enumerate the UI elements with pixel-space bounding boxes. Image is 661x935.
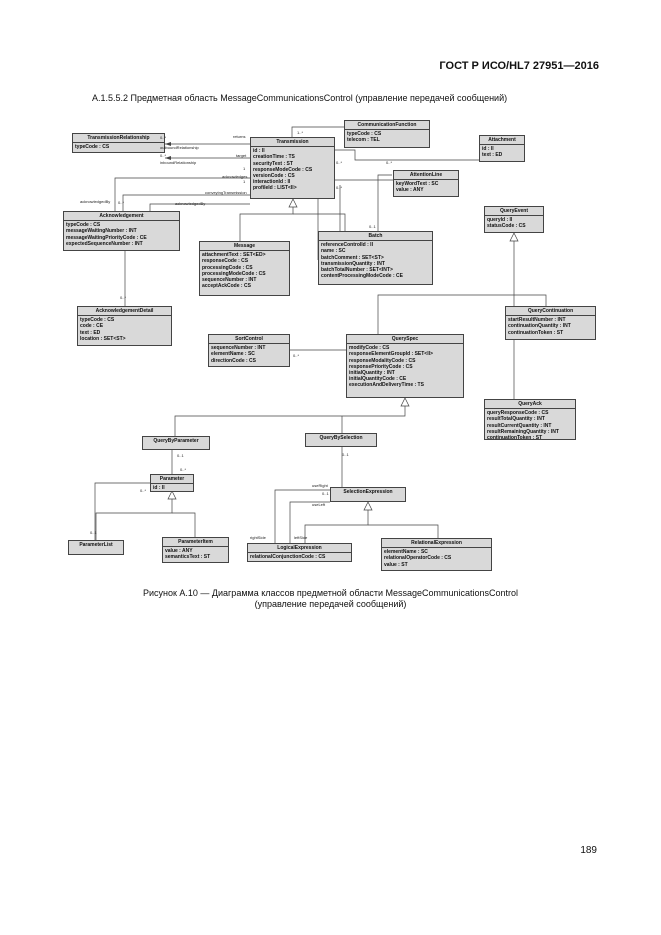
assoc-label: 0..*	[336, 185, 343, 190]
assoc-label: 1	[243, 166, 246, 171]
class-attr: resultCurrentQuantity : INT	[487, 422, 552, 429]
assoc-label: acknowledgedBy	[80, 199, 111, 204]
class-attr: responseElementGroupId : SET<II>	[349, 351, 433, 358]
class-attr: relationalOperatorCode : CS	[384, 555, 452, 562]
class-attr: relationalConjunctionCode : CS	[250, 554, 326, 561]
assoc-label: 0..*	[386, 160, 393, 165]
assoc-label: 0..1	[177, 453, 184, 458]
class-attr: interactionId : II	[253, 179, 291, 186]
class-name: Message	[200, 242, 289, 251]
class-attr: startResultNumber : INT	[508, 317, 566, 324]
class-attr: initialQuantityCode : CE	[349, 376, 407, 383]
class-attachment	[479, 135, 525, 162]
class-name: QueryAck	[485, 400, 575, 409]
class-attr: profileId : LIST<II>	[253, 185, 297, 192]
class-name: Attachment	[480, 136, 524, 145]
class-name: RelationalExpression	[382, 539, 491, 548]
class-query-spec	[346, 334, 464, 398]
class-attr: referenceControlId : II	[321, 242, 373, 249]
class-attr: initialQuantity : INT	[349, 370, 395, 377]
class-transmission	[250, 137, 335, 199]
class-attr: value : ST	[384, 561, 408, 568]
assoc-label: 0..1	[342, 452, 349, 457]
class-attr: transmissionQuantity : INT	[321, 260, 385, 267]
class-parameter-item	[162, 537, 229, 563]
class-attr: elementName : SC	[384, 549, 428, 556]
class-name: SortControl	[209, 335, 289, 344]
class-attr: continuationQuantity : INT	[508, 323, 571, 330]
class-parameter	[150, 474, 194, 492]
class-attr: value : ANY	[396, 187, 424, 194]
class-name: Acknowledgement	[64, 212, 179, 221]
figure-caption-line2: (управление передачей сообщений)	[254, 599, 407, 609]
assoc-label: 0..1	[369, 224, 376, 229]
assoc-label: leftSide	[294, 535, 308, 540]
assoc-label: 0..*	[140, 488, 147, 493]
class-name: TransmissionRelationship	[73, 134, 164, 143]
figure-caption-line1: Рисунок А.10 — Диаграмма классов предметной области MessageCommunicationsControl	[142, 588, 519, 598]
class-transmission-relationship	[72, 133, 165, 153]
class-attr: sequenceNumber : INT	[211, 345, 266, 352]
class-attr: elementName : SC	[211, 351, 255, 358]
assoc-label: 0..1	[90, 530, 97, 535]
class-name: CommunicationFunction	[345, 121, 429, 130]
class-attr: continuationToken : ST	[508, 329, 564, 336]
class-attr: processingCode : CS	[202, 264, 253, 271]
class-attr: contentProcessingModeCode : CE	[321, 273, 403, 280]
page-header: ГОСТ Р ИСО/HL7 27951—2016	[439, 60, 599, 72]
class-attr: keyWordText : SC	[396, 181, 439, 188]
assoc-label: rightSide	[250, 535, 266, 540]
assoc-label: 0..*	[336, 160, 343, 165]
assoc-label: useLeft	[312, 502, 326, 507]
class-name: QuerySpec	[347, 335, 463, 344]
class-attention-line	[393, 170, 459, 197]
class-attr: batchComment : SET<ST>	[321, 254, 384, 261]
assoc-label: 0..*	[160, 153, 167, 158]
class-attr: continuationToken : ST	[487, 435, 543, 442]
class-attr: code : CE	[80, 323, 104, 330]
class-attr: text : ED	[482, 152, 503, 159]
class-acknowledgement-detail	[77, 306, 172, 346]
class-name: QueryBySelection	[319, 435, 363, 441]
assoc-label: 0..*	[118, 200, 125, 205]
class-attr: resultTotalQuantity : INT	[487, 416, 545, 423]
class-attr: location : SET<ST>	[80, 335, 126, 342]
class-attr: processingModeCode : CS	[202, 270, 266, 277]
assoc-label: 1..*	[297, 130, 304, 135]
class-name: QueryContinuation	[506, 307, 595, 316]
class-name: Transmission	[251, 138, 334, 147]
class-query-by-selection	[305, 433, 377, 447]
assoc-label: inboundRelationship	[160, 160, 197, 165]
class-attr: text : ED	[80, 329, 101, 336]
class-attr: queryId : II	[487, 217, 513, 224]
class-attr: creationTime : TS	[253, 154, 295, 161]
assoc-label: 0..*	[180, 467, 187, 472]
assoc-label: acknowledgedBy	[175, 201, 206, 206]
assoc-label: 1	[243, 179, 246, 184]
class-name: SelectionExpression	[343, 489, 393, 495]
class-attr: id : II	[253, 148, 265, 155]
assoc-label: outboundRelationship	[160, 145, 199, 150]
class-attr: typeCode : CS	[80, 317, 115, 324]
class-parameter-list	[68, 540, 124, 555]
section-title: A.1.5.5.2 Предметная область MessageCommunicationsControl (управление передачей сообщений)	[92, 93, 508, 103]
class-name: QueryByParameter	[153, 438, 199, 444]
assoc-label: 0..*	[293, 353, 300, 358]
class-attr: batchTotalNumber : SET<INT>	[321, 267, 393, 274]
class-name: LogicalExpression	[248, 544, 351, 553]
class-attr: directionCode : CS	[211, 357, 257, 364]
assoc-label: 0..1	[322, 491, 329, 496]
assoc-label: useRight	[312, 483, 328, 488]
class-name: ParameterItem	[163, 538, 228, 547]
class-query-ack	[484, 399, 576, 440]
class-attr: messageWaitingNumber : INT	[66, 228, 137, 235]
class-acknowledgement	[63, 211, 180, 251]
class-attr: responseCode : CS	[202, 258, 249, 265]
class-attr: sequenceNumber : INT	[202, 277, 257, 284]
assoc-label: returns	[233, 134, 246, 139]
class-attr: id : II	[482, 146, 494, 153]
class-query-continuation	[505, 306, 596, 340]
class-query-by-parameter	[142, 436, 210, 450]
assoc-label: target	[236, 153, 247, 158]
class-name: QueryEvent	[485, 207, 543, 216]
class-attr: securityText : ST	[253, 160, 293, 167]
class-attr: responsePriorityCode : CS	[349, 363, 413, 370]
class-attr: typeCode : CS	[347, 131, 382, 138]
class-attr: telecom : TEL	[347, 137, 380, 144]
class-attr: versionCode : CS	[253, 173, 295, 180]
class-query-event	[484, 206, 544, 233]
class-attr: id : II	[153, 485, 165, 492]
class-name: ParameterList	[79, 542, 113, 548]
class-communication-function	[344, 120, 430, 148]
page-number: 189	[580, 845, 597, 856]
class-attr: responseModeCode : CS	[253, 166, 313, 173]
class-attr: name : SC	[321, 248, 346, 255]
class-attr: responseModalityCode : CS	[349, 357, 416, 364]
class-name: Parameter	[151, 475, 193, 484]
assoc-label: 0..*	[160, 135, 167, 140]
class-attr: messageWaitingPriorityCode : CE	[66, 234, 147, 241]
class-selection-expression	[330, 487, 406, 502]
class-attr: expectedSequenceNumber : INT	[66, 240, 143, 247]
assoc-label: acknowledges	[222, 174, 248, 179]
class-attr: acceptAckCode : CS	[202, 283, 251, 290]
class-attr: statusCode : CS	[487, 223, 526, 230]
class-attr: typeCode : CS	[66, 222, 101, 229]
class-name: AcknowledgementDetail	[78, 307, 171, 316]
assoc-label: conveyingTransmission	[205, 190, 247, 195]
class-batch	[318, 231, 433, 285]
class-attr: executionAndDeliveryTime : TS	[349, 382, 424, 389]
class-attr: queryResponseCode : CS	[487, 410, 549, 417]
class-name: AttentionLine	[394, 171, 458, 180]
class-sort-control	[208, 334, 290, 367]
assoc-label: 0..*	[120, 295, 127, 300]
class-attr: modifyCode : CS	[349, 345, 390, 352]
class-attr: resultRemainingQuantity : INT	[487, 428, 559, 435]
class-relational-expression	[381, 538, 492, 571]
class-message	[199, 241, 290, 296]
class-attr: attachmentText : SET<ED>	[202, 252, 266, 259]
class-attr: typeCode : CS	[75, 144, 110, 151]
class-attr: value : ANY	[165, 548, 193, 555]
class-attr: semanticsText : ST	[165, 554, 211, 561]
class-logical-expression	[247, 543, 352, 562]
class-name: Batch	[319, 232, 432, 241]
